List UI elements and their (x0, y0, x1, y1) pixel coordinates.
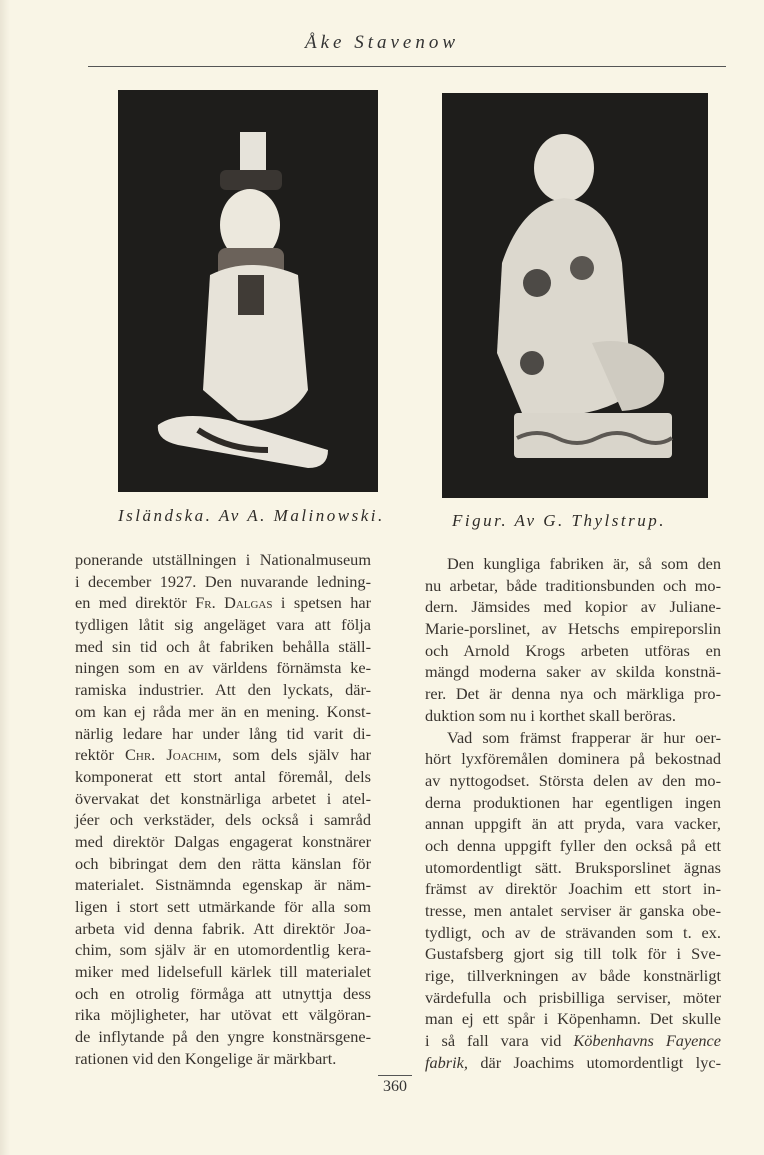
text-segment: ponerande utställningen i Nationalmuseum (75, 550, 371, 569)
text-line (75, 679, 371, 701)
text-segment: dern. Jämsides med kopior av Juliane- (425, 597, 721, 617)
text-line (75, 983, 371, 1005)
text-segment: övervakat det konstnärliga arbetet i atel- (75, 788, 371, 808)
text-segment: där Joachims utomordentligt lyc- (467, 1052, 721, 1072)
text-segment: i december 1927. Den nuvarande ledning- (75, 571, 371, 591)
text-segment: materialet. Sistnämnda egenskap är näm- (75, 875, 371, 895)
text-line (75, 961, 371, 983)
text-segment: jéer och verkstäder, dels också i samråd (75, 810, 371, 830)
text-line (425, 1030, 721, 1052)
text-segment: duktion som nu i korthet skall beröras. (425, 705, 676, 725)
header-rule (88, 66, 726, 67)
figure-photo-seated-figure (442, 93, 708, 498)
right-text-column (425, 553, 721, 1074)
left-text-column (75, 549, 371, 1070)
text-line (75, 1004, 371, 1026)
text-segment: rer. Det är denna nya och märkliga pro- (425, 684, 721, 704)
text-segment: nu arbetar, både traditionsbunden och mo- (425, 575, 721, 595)
text-line (425, 770, 721, 792)
figure-caption-right: Figur. Av G. Thylstrup. (452, 511, 666, 530)
text-segment: hört lyxföremålen dominera på bekostnad (425, 749, 721, 769)
text-line (425, 835, 721, 857)
text-line (75, 1048, 371, 1070)
italic-text: Köbenhavns Fayence (573, 1031, 721, 1051)
text-segment: och en otrolig förmåga att utnyttja dess (75, 983, 371, 1003)
text-segment: av nyttogodset. Största delen av den mo- (425, 770, 721, 790)
text-line (75, 831, 371, 853)
small-caps-name: Chr. Joachim (125, 745, 218, 765)
text-segment: mängd moderna saker av skilda konstnä- (425, 662, 721, 682)
text-line (75, 788, 371, 810)
page-edge-shadow (0, 0, 10, 1155)
text-line (75, 896, 371, 918)
text-segment: man ej ett spår i Köpenhamn. Det skulle (425, 1009, 721, 1029)
text-segment: med sin tid och åt fabriken behålla ställ- (75, 636, 371, 656)
text-line (425, 618, 721, 640)
text-line (75, 766, 371, 788)
text-segment: Marie-porslinet, av Hetschs empireporslin (425, 619, 721, 639)
text-line (425, 748, 721, 770)
text-line (75, 744, 371, 766)
text-segment: i spetsen har (272, 593, 371, 613)
small-caps-name: Fr. Dalgas (195, 593, 273, 613)
text-line (425, 813, 721, 835)
text-segment: närlig ledare har under lång tid varit di- (75, 723, 371, 743)
text-segment: annan uppgift än att pryda, vara vacker, (425, 814, 721, 834)
text-line (75, 701, 371, 723)
text-line (425, 553, 721, 575)
text-segment: och Arnold Krogs arbeten utföras en (425, 640, 721, 660)
text-segment: , som dels själv har (217, 745, 371, 765)
text-line (425, 683, 721, 705)
figure-caption-left: Isländska. Av A. Malinowski. (118, 506, 385, 525)
text-segment: Gustafsberg gjort sig till tolk för i Sve- (425, 944, 721, 964)
text-line (75, 657, 371, 679)
text-line (425, 922, 721, 944)
figure-photo-icelandic-woman (118, 90, 378, 492)
text-line (75, 809, 371, 831)
text-segment: i så fall vara vid (425, 1031, 574, 1051)
text-segment: Den kungliga fabriken är, så som den (447, 554, 721, 573)
page-number: 360 (383, 1078, 407, 1095)
text-line (75, 636, 371, 658)
text-segment: ningen som en av världens förnämsta ke- (75, 658, 371, 678)
text-segment: främst av direktör Joachim ett stort in- (425, 879, 721, 899)
text-line (425, 640, 721, 662)
text-segment: derna produktionen har egentligen ingen (425, 792, 721, 812)
text-line (425, 596, 721, 618)
text-segment: miker med lidelsefull kärlek till materialet (75, 962, 371, 982)
text-line (425, 727, 721, 749)
text-segment: utomordentligt sätt. Bruksporslinet ägnas (425, 857, 721, 877)
text-segment: Vad som främst frapperar är hur oer- (447, 727, 721, 747)
text-segment: tydligt, och av de strävanden som t. ex. (425, 922, 721, 942)
text-line (425, 705, 721, 727)
text-segment: om kan ej råda mer än en mening. Konst- (75, 701, 371, 721)
text-line (425, 878, 721, 900)
text-segment: tydligen låtit sig angeläget vara att följa (75, 615, 371, 635)
text-segment: värdefulla och prisbilliga serviser, möter (425, 987, 721, 1007)
text-line (425, 661, 721, 683)
text-segment: ligen i stort sett utmärkande för alla som (75, 897, 371, 916)
porcelain-figure-seated-woman-image (118, 90, 378, 492)
text-line (425, 857, 721, 879)
running-head: Åke Stavenow (304, 32, 460, 53)
text-segment: arbeta vid denna fabrik. Att direktör Joa- (75, 918, 371, 938)
text-line (75, 723, 371, 745)
text-line (75, 571, 371, 593)
text-line (425, 575, 721, 597)
text-line (75, 853, 371, 875)
text-line (425, 987, 721, 1009)
text-segment: ramiska industrier. Att den lyckats, där- (75, 680, 371, 700)
text-line (75, 918, 371, 940)
text-segment: komponerat ett stort antal föremål, dels (75, 766, 371, 786)
text-line (425, 1008, 721, 1030)
page-number-rule (378, 1075, 412, 1076)
text-line (75, 874, 371, 896)
porcelain-figure-decorated-image (442, 93, 708, 498)
text-line (75, 1026, 371, 1048)
text-segment: en med direktör (75, 593, 196, 613)
text-segment: chim, som själv är en utomordentlig kera- (75, 940, 371, 960)
text-line (425, 965, 721, 987)
text-line (425, 900, 721, 922)
text-segment: de inflytande på den yngre konstnärsgene- (75, 1027, 371, 1047)
text-line (75, 549, 371, 571)
text-segment: med direktör Dalgas engagerat konstnärer (75, 831, 371, 851)
text-segment: och denna uppgift fyller den också på ett (425, 835, 721, 855)
text-line (425, 1052, 721, 1074)
italic-text: fabrik, (425, 1052, 468, 1072)
text-line (75, 592, 371, 614)
text-segment: tresse, men antalet serviser är ganska obe- (425, 901, 721, 920)
text-line (75, 614, 371, 636)
text-segment: och bibringat dem den rätta känslan för (75, 853, 371, 873)
text-line (425, 792, 721, 814)
text-segment: rika möjligheter, har utövat ett välgöran- (75, 1005, 371, 1025)
text-segment: rektör (75, 745, 126, 765)
text-line (75, 939, 371, 961)
text-line (425, 943, 721, 965)
text-segment: rationen vid den Kongelige är märkbart. (75, 1048, 337, 1068)
text-segment: rige, tillverkningen av både konstnärligt (425, 966, 721, 986)
